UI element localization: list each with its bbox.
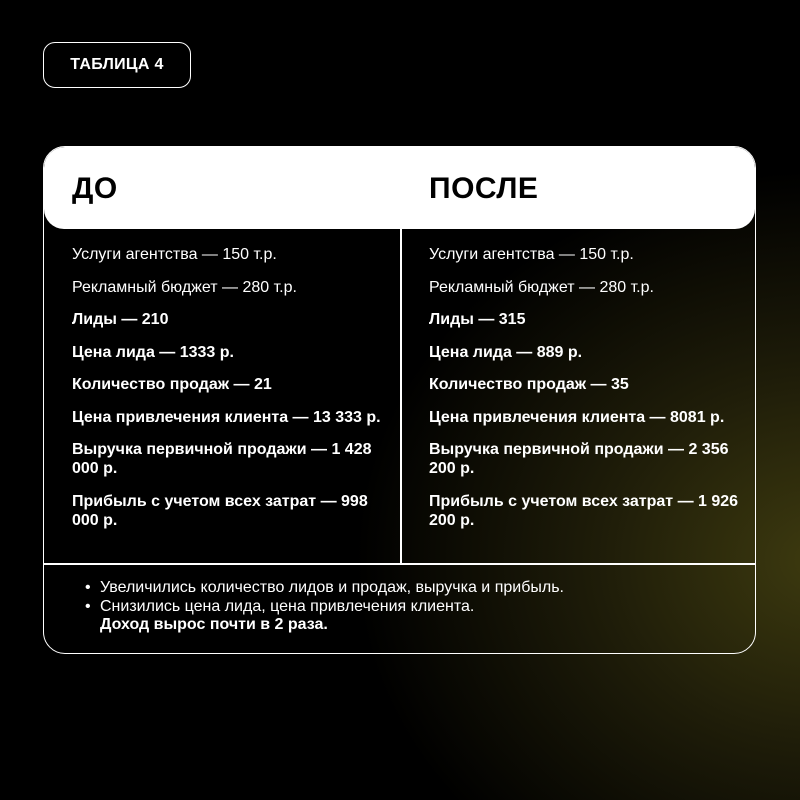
summary-block (85, 579, 725, 635)
after-item-lead-price: Цена лида — 889 р. (429, 343, 583, 361)
after-column (429, 245, 739, 543)
after-item-net-profit: Прибыль с учетом всех затрат — 1 926 200 р. (429, 492, 739, 529)
before-item-leads: Лиды — 210 (72, 311, 169, 328)
summary-bullet-item (85, 579, 725, 598)
before-item-primary-revenue: Выручка первичной продажи — 1 428 000 р. (72, 441, 372, 477)
after-item-sales-count: Количество продаж — 35 (429, 376, 629, 393)
column-divider (400, 229, 402, 564)
before-item-acquisition-cost: Цена привлечения клиента — 13 333 р. (72, 408, 381, 426)
after-item-leads: Лиды — 315 (429, 311, 526, 328)
bullet-icon: • (85, 597, 91, 615)
before-item-net-profit: Прибыль с учетом всех затрат — 998 000 р. (72, 492, 368, 529)
before-item-lead-price: Цена лида — 1333 р. (72, 343, 234, 361)
summary-bullet-text: Снизились цена лида, цена привлечения клиента. (100, 597, 475, 615)
bullet-icon: • (85, 579, 91, 596)
table-number-label: ТАБЛИЦА 4 (70, 56, 164, 73)
before-column (72, 245, 382, 543)
table-number-badge (43, 42, 191, 88)
before-item-ad-budget: Рекламный бюджет — 280 т.р. (72, 278, 297, 296)
summary-bullet-text: Увеличились количество лидов и продаж, выручка и прибыль. (100, 579, 564, 596)
after-item-acquisition-cost: Цена привлечения клиента — 8081 р. (429, 408, 725, 426)
after-item-agency-services: Услуги агентства — 150 т.р. (429, 246, 634, 263)
comparison-card (43, 146, 756, 654)
after-item-primary-revenue: Выручка первичной продажи — 2 356 200 р. (429, 441, 729, 477)
after-title: ПОСЛЕ (429, 172, 539, 205)
summary-conclusion: Доход вырос почти в 2 раза. (100, 616, 328, 633)
summary-bullet-item (85, 598, 725, 617)
summary-divider (44, 563, 755, 565)
before-title: ДО (72, 172, 118, 205)
comparison-header (44, 147, 755, 229)
before-item-agency-services: Услуги агентства — 150 т.р. (72, 246, 277, 263)
before-item-sales-count: Количество продаж — 21 (72, 376, 272, 393)
after-item-ad-budget: Рекламный бюджет — 280 т.р. (429, 278, 654, 296)
